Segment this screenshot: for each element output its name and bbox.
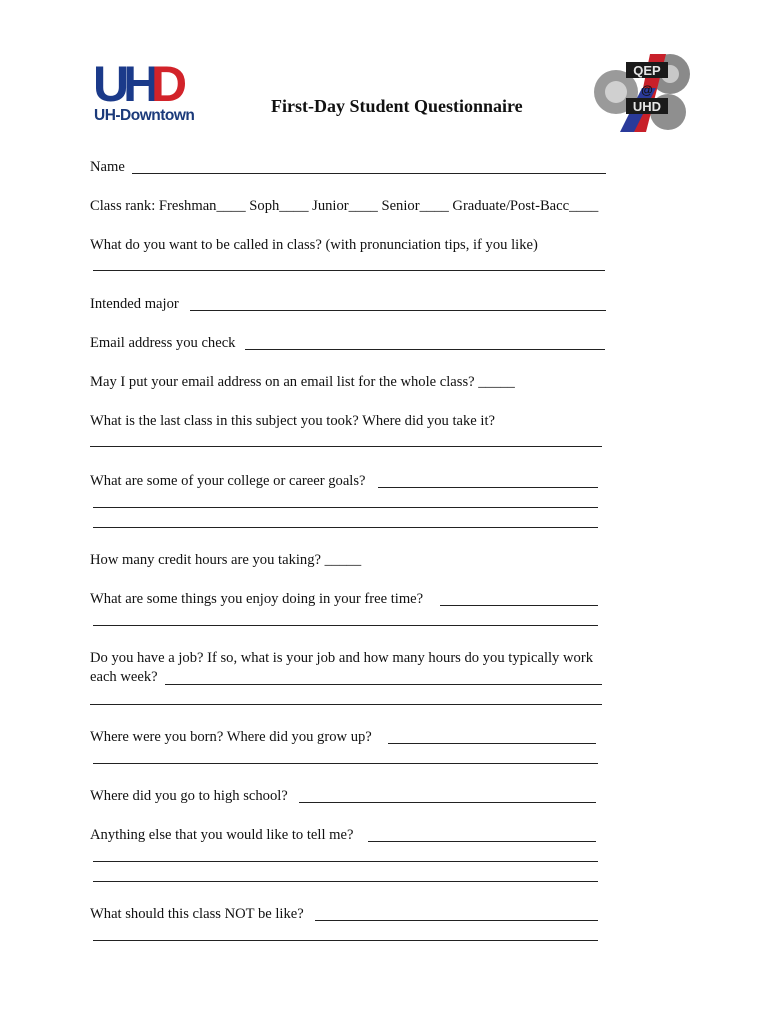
last-class-field[interactable] [90, 446, 602, 447]
email-list-question: May I put your email address on an email list for the whole class? _____ [90, 374, 515, 390]
intended-major-label: Intended major [90, 296, 179, 312]
goals-field-3[interactable] [93, 527, 598, 528]
free-time-label: What are some things you enjoy doing in your free time? [90, 591, 424, 607]
anything-else-label: Anything else that you would like to tell me? [90, 827, 354, 843]
class-rank-label: Class rank: Freshman____ Soph____ Junior____ Senior____ Graduate/Post-Bacc____ [90, 198, 599, 214]
goals-field-2[interactable] [93, 507, 598, 508]
svg-text:UH: UH [93, 57, 154, 107]
last-class-label: What is the last class in this subject you took? Where did you take it? [90, 413, 496, 429]
anything-else-field-2[interactable] [93, 861, 598, 862]
not-be-like-label: What should this class NOT be like? [90, 906, 304, 922]
svg-text:D: D [151, 57, 188, 107]
not-be-like-field-1[interactable] [315, 920, 598, 921]
page-title: First-Day Student Questionnaire [271, 96, 523, 116]
credit-hours-question: How many credit hours are you taking? _____ [90, 552, 362, 568]
anything-else-field-3[interactable] [93, 881, 598, 882]
svg-text:@: @ [641, 83, 653, 97]
uhd-logo-caption: UH-Downtown [94, 107, 195, 124]
email-label: Email address you check [90, 335, 236, 351]
goals-field-1[interactable] [378, 487, 598, 488]
called-in-class-label: What do you want to be called in class? (with pronunciation tips, if you like) [90, 237, 538, 253]
job-label-line2: each week? [90, 669, 158, 685]
intended-major-field[interactable] [190, 310, 606, 311]
goals-label: What are some of your college or career goals? [90, 473, 366, 489]
job-field-2[interactable] [90, 704, 602, 705]
svg-text:UHD: UHD [632, 99, 662, 114]
qep-uhd-logo [590, 48, 698, 134]
called-in-class-field[interactable] [93, 270, 605, 271]
job-field-1[interactable] [165, 684, 602, 685]
svg-text:QEP: QEP [633, 63, 661, 78]
born-field-2[interactable] [93, 763, 598, 764]
high-school-label: Where did you go to high school? [90, 788, 288, 804]
name-label: Name [90, 159, 125, 175]
high-school-field[interactable] [299, 802, 596, 803]
not-be-like-field-2[interactable] [93, 940, 598, 941]
name-field[interactable] [132, 173, 606, 174]
anything-else-field-1[interactable] [368, 841, 596, 842]
free-time-field-1[interactable] [440, 605, 598, 606]
born-label: Where were you born? Where did you grow up? [90, 729, 372, 745]
job-label-line1: Do you have a job? If so, what is your job and how many hours do you typically work [90, 650, 593, 666]
free-time-field-2[interactable] [93, 625, 598, 626]
born-field-1[interactable] [388, 743, 596, 744]
email-field[interactable] [245, 349, 605, 350]
